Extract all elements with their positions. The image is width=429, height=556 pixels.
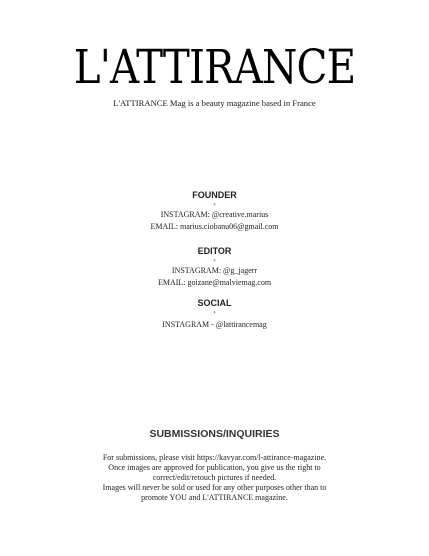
editor-heading: EDITOR xyxy=(197,246,232,256)
founder-instagram: INSTAGRAM: @creative.marius xyxy=(160,210,269,219)
social-heading: SOCIAL xyxy=(197,298,232,308)
founder-heading: FOUNDER xyxy=(192,190,237,200)
submissions-line: Once images are approved for publication, you give us the right to xyxy=(108,463,321,472)
submissions-line: Images will never be sold or used for any other purposes other than to xyxy=(102,483,327,492)
magazine-logo: L'ATTIRANCE xyxy=(73,40,356,95)
editor-instagram: INSTAGRAM: @g_jagerr xyxy=(171,266,258,275)
founder-marker: * xyxy=(213,203,216,209)
editor-email: EMAIL: goizane@malviemag.com xyxy=(157,278,272,287)
submissions-heading: SUBMISSIONS/INQUIRIES xyxy=(149,428,280,440)
submissions-line: promote YOU and L'ATTIRANCE magazine. xyxy=(141,493,288,502)
social-instagram: INSTAGRAM - @lattirancemag xyxy=(162,320,267,329)
editor-marker: * xyxy=(213,259,216,265)
submissions-text xyxy=(0,453,429,503)
tagline: L'ATTIRANCE Mag is a beauty magazine based in France xyxy=(113,98,316,108)
submissions-line: correct/edit/retouch pictures if needed. xyxy=(152,473,277,482)
social-marker: * xyxy=(213,311,216,317)
founder-email: EMAIL: marius.ciobanu06@gmail.com xyxy=(150,222,279,231)
submissions-line: For submissions, please visit https://kavyar.com/l-attirance-magazine. xyxy=(102,453,327,462)
